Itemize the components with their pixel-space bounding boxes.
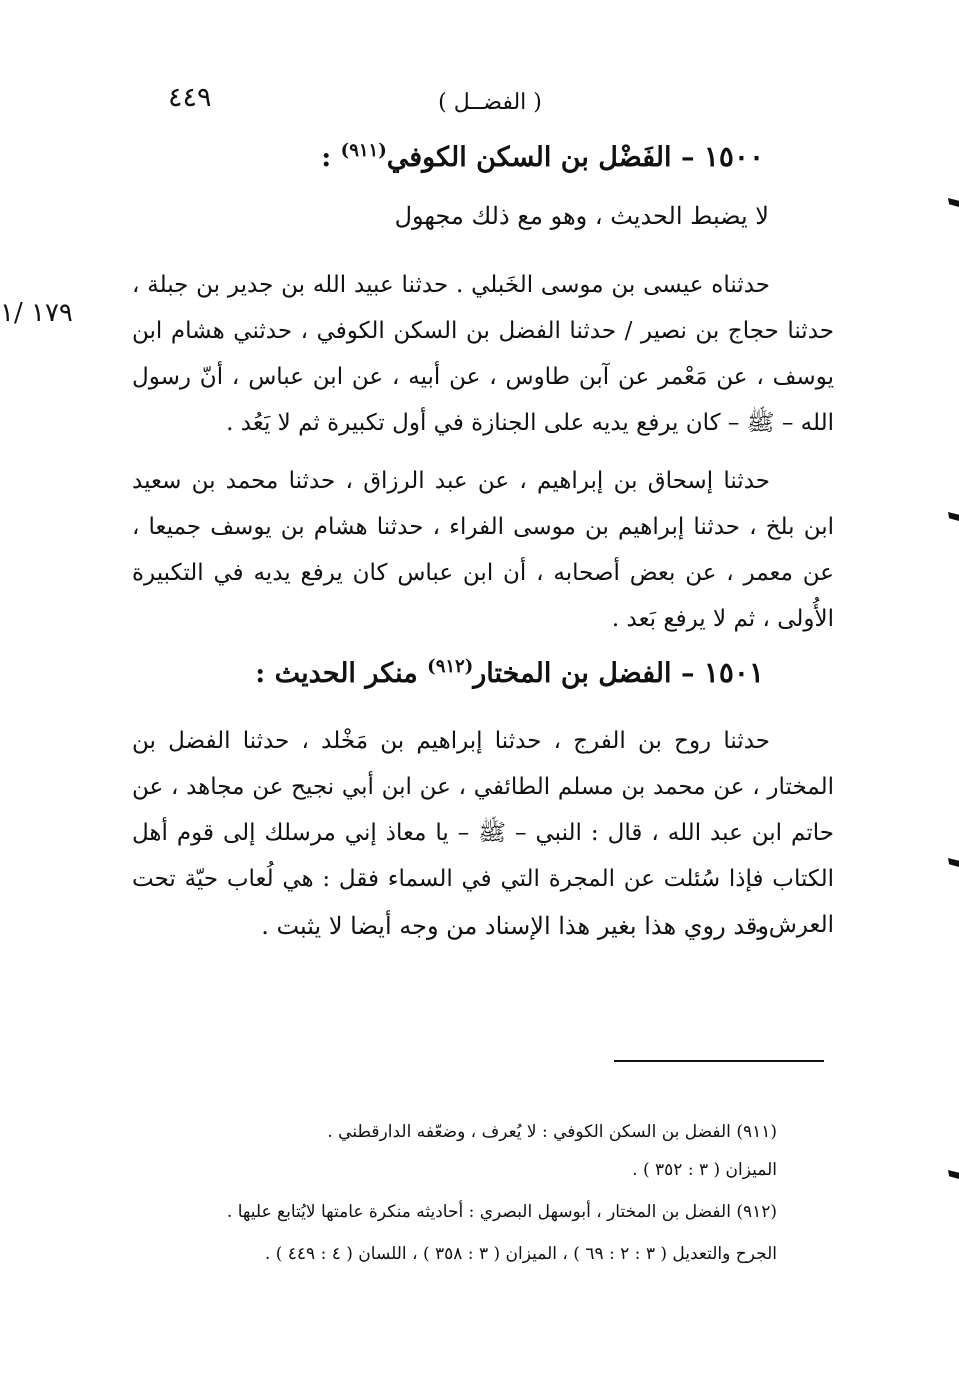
entry-heading-1501 [255,656,764,689]
footnote-911: (٩١١) الفضل بن السكن الكوفي : لا يُعرف ، وضعّفه الدارقطني . [327,1122,777,1142]
heading-suffix: : [321,142,341,173]
running-header: ( الفضــل ) [438,90,542,115]
narrator-grade: لا يضبط الحديث ، وهو مع ذلك مجهول [394,202,769,230]
heading-suffix: منكر الحديث : [255,658,428,689]
hadith-paragraph: حدثناه عيسى بن موسى الخَبلي . حدثنا عبيد الله بن جدير بن جبلة ، حدثنا حجاج بن نصير / حدثنا الفضل بن السكن الكوفي ، حدثني هشام ابن يوسف ، عن مَعْمر عن آبن طاوس ، عن أبيه ، عن ابن عباس ، أنّ رسول الله – ﷺ – كان يرفع يديه على الجنازة في أول تكبيرة ثم لا يَعُد . [132,272,834,436]
footnote-reference: (٩١١) [340,140,387,161]
footnote-911-source: الميزان ( ٣ : ٣٥٢ ) . [632,1160,777,1180]
heading-dash: – [680,142,695,173]
footnote-912-sources: الجرح والتعديل ( ٣ : ٢ : ٦٩ ) ، الميزان ( ٣ : ٣٥٨ ) ، اللسان ( ٤ : ٤٤٩ ) . [264,1244,777,1264]
footnote-separator [614,1060,824,1062]
hadith-paragraph: حدثنا روح بن الفرج ، حدثنا إبراهيم بن مَخْلد ، حدثنا الفضل بن المختار ، عن محمد بن مسلم الطائفي ، عن ابن أبي نجيح عن مجاهد ، عن حاتم ابن عبد الله ، قال : النبي – ﷺ – يا معاذ إني مرسلك إلى قوم أهل الكتاب فإذا سُئلت عن المجرة التي في السماء فقل : هي لُعاب حيّة تحت العرش . [132,728,834,938]
entry-name: الفَضْل بن السكن الكوفي [386,142,672,173]
hadith-paragraph: حدثنا إسحاق بن إبراهيم ، عن عبد الرزاق ، حدثنا محمد بن سعيد ابن بلخ ، حدثنا إبراهيم بن موسى الفراء ، حدثنا هشام بن يوسف جميعا ، عن معمر ، عن بعض أصحابه ، أن ابن عباس كان يرفع يديه في التكبيرة الأُولى ، ثم لا يرفع بَعد . [132,468,834,632]
heading-dash: – [680,658,695,689]
scan-edge-mark [948,198,959,207]
scan-edge-mark [948,512,959,521]
margin-page-reference: ١٧٩ /١ [0,298,73,328]
page-number: ٤٤٩ [168,82,212,113]
entry-number: ١٥٠٠ [703,140,764,173]
footnote-reference: (٩١٢) [427,656,474,677]
closing-remark: وقد روي هذا بغير هذا الإسناد من وجه أيضا لا يثبت . [261,912,769,940]
entry-number: ١٥٠١ [703,656,764,689]
entry-name: الفضل بن المختار [473,658,672,689]
footnote-912: (٩١٢) الفضل بن المختار ، أبوسهل البصري : أحاديثه منكرة عامتها لايُتابع عليها . [226,1202,777,1222]
scan-edge-mark [948,1170,959,1179]
entry-heading-1500 [321,140,764,173]
scan-edge-mark [948,858,959,867]
